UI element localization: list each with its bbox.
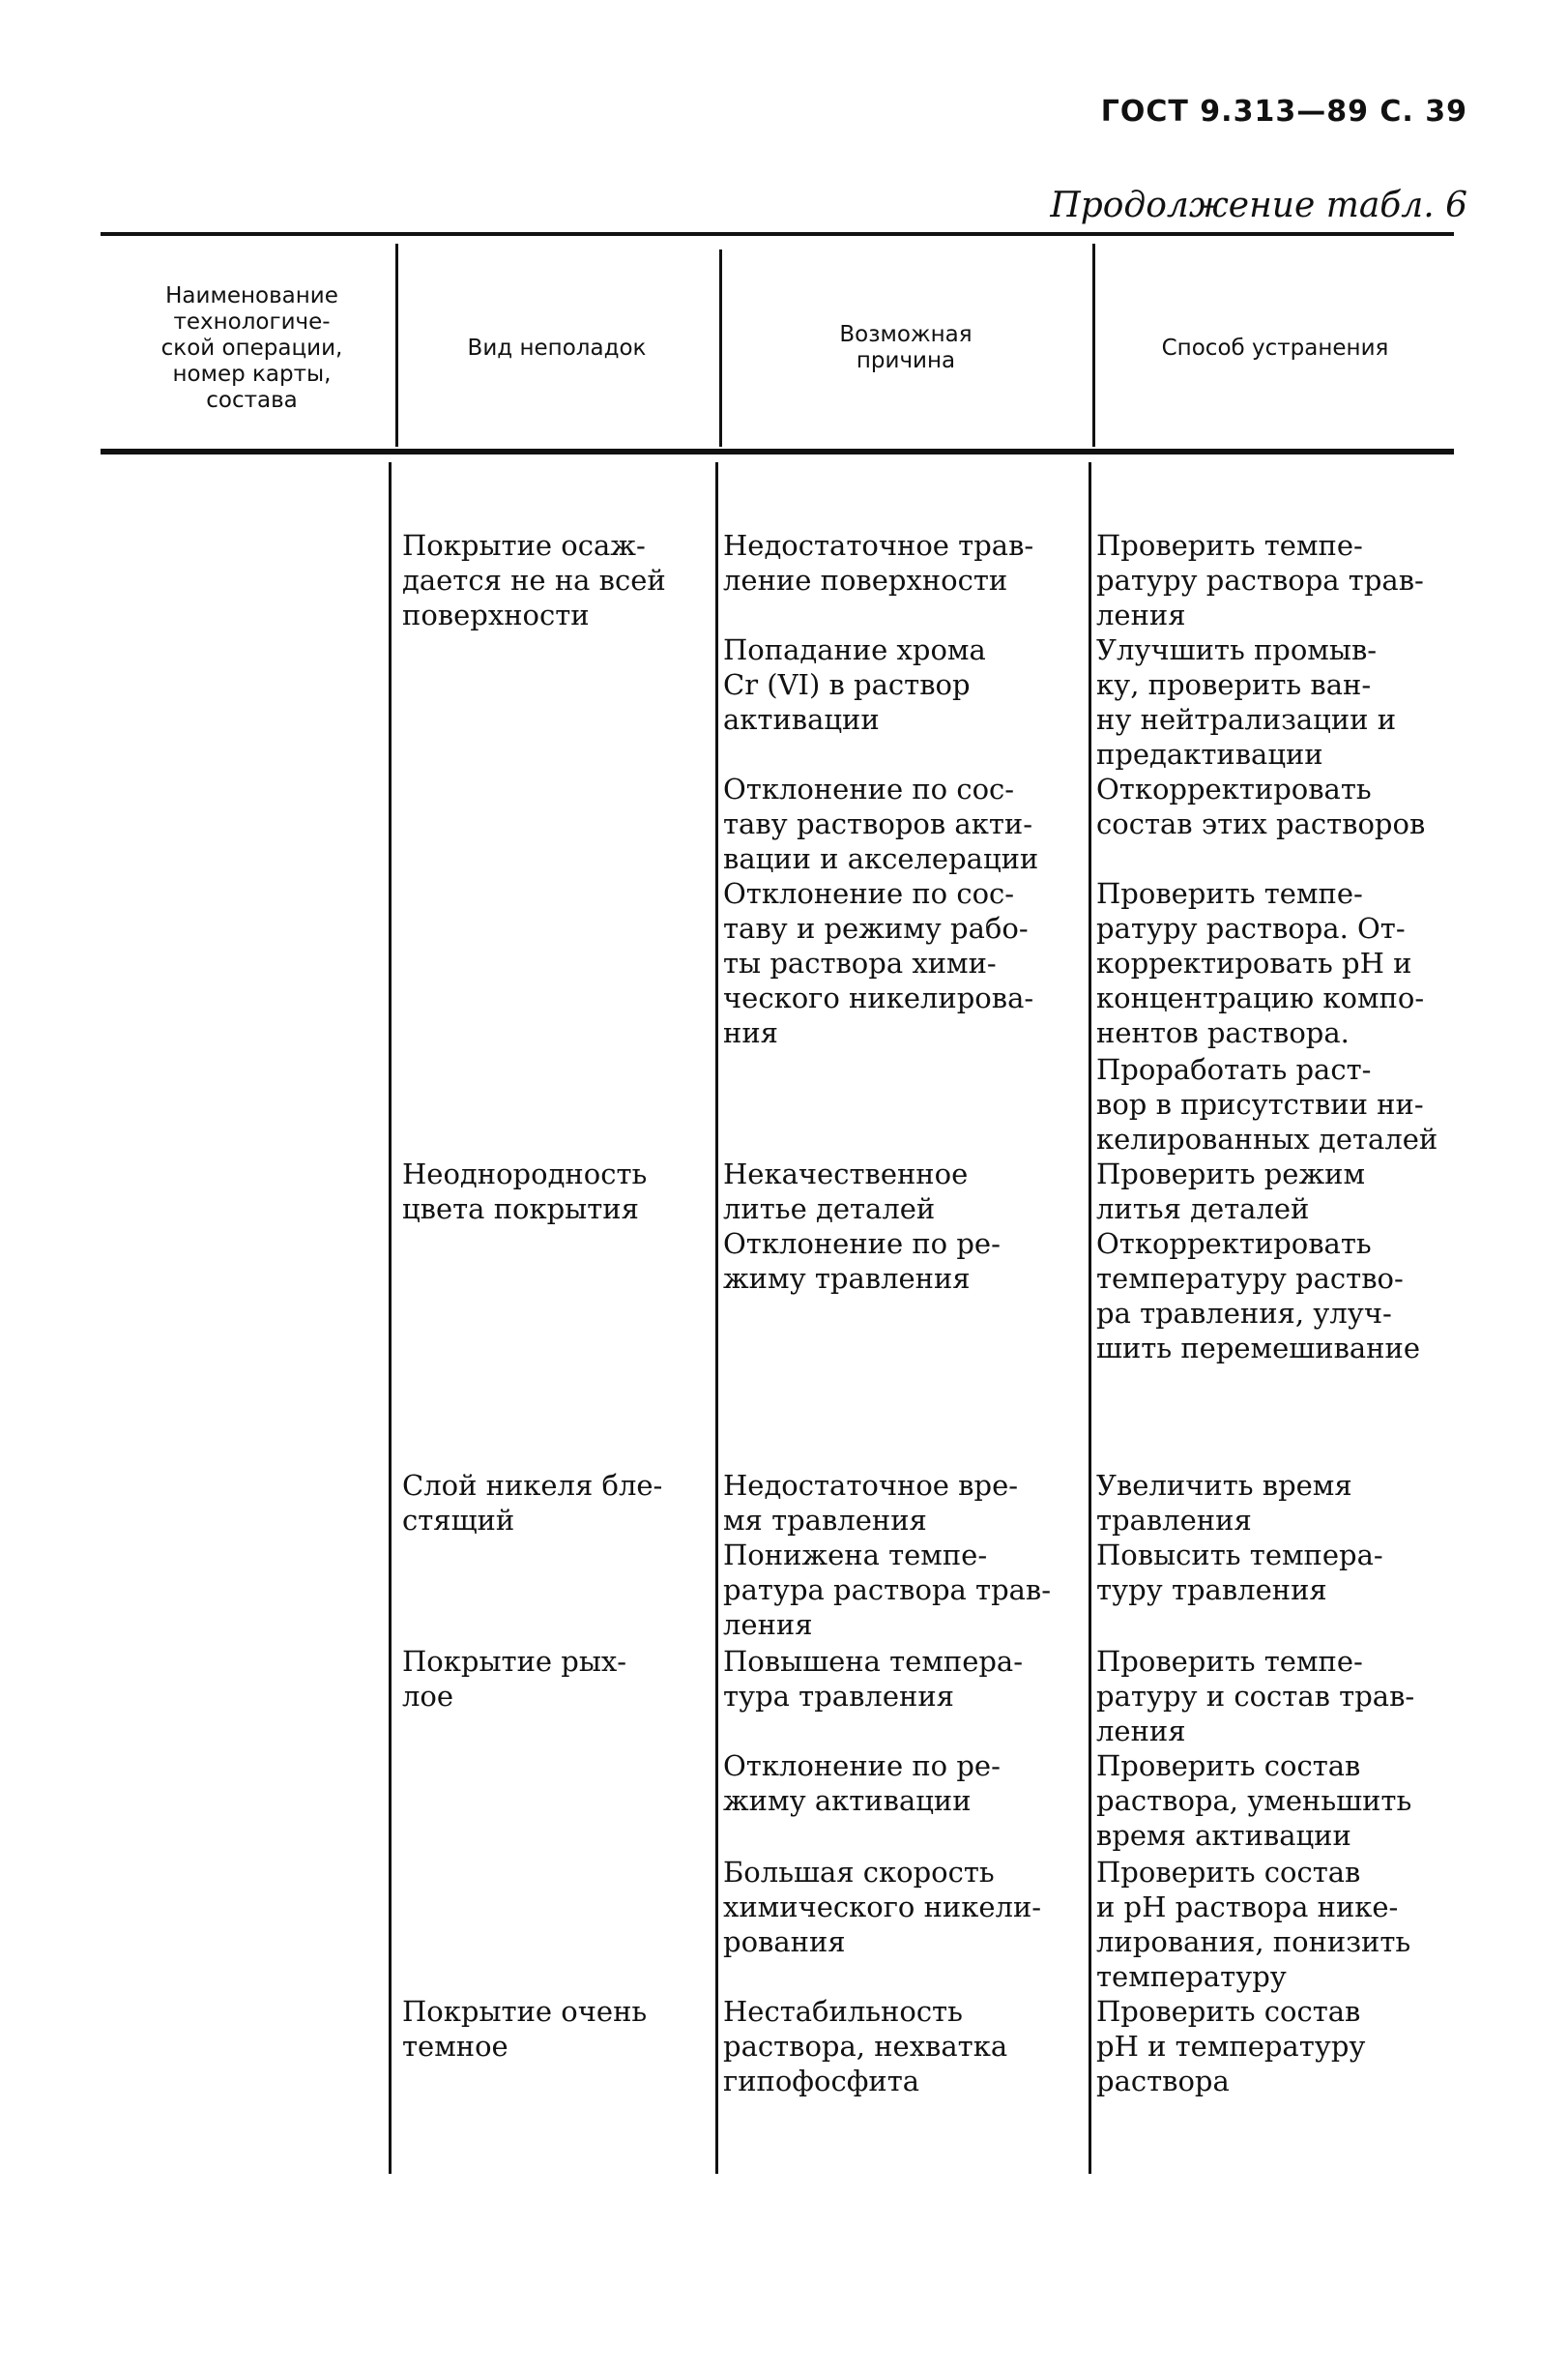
cause-cell: Отклонение по ре- жиму активации <box>723 1749 1001 1817</box>
column-header-remedy: Способ устранения <box>1161 335 1389 361</box>
defect-cell: Покрытие рых- лое <box>402 1645 627 1713</box>
remedy-cell: Проверить состав раствора, уменьшить время активации <box>1096 1749 1412 1852</box>
remedy-cell: Проработать раст- вор в присутствии ни- келированных деталей <box>1096 1053 1438 1156</box>
remedy-cell: Откорректировать температуру раство- ра травления, улуч- шить перемешивание <box>1096 1227 1421 1364</box>
cause-cell: Попадание хрома Cr (VI) в раствор активации <box>723 633 986 736</box>
remedy-cell: Откорректировать состав этих растворов <box>1096 773 1426 840</box>
column-divider-1-body <box>389 462 392 2174</box>
remedy-cell: Проверить темпе- ратуру и состав трав- ления <box>1096 1645 1415 1747</box>
column-divider-2 <box>719 249 722 447</box>
remedy-cell: Проверить темпе- ратуру раствора трав- ления <box>1096 529 1424 631</box>
defect-cell: Неоднородность цвета покрытия <box>402 1158 648 1225</box>
column-header-defect: Вид неполадок <box>467 335 647 361</box>
cause-cell: Недостаточное вре- мя травления <box>723 1469 1019 1537</box>
cause-cell: Некачественное литье деталей <box>723 1158 969 1225</box>
header-bottom-rule <box>101 449 1454 454</box>
cause-cell: Отклонение по сос- таву растворов акти- вации и акселерации <box>723 773 1039 875</box>
column-divider-3-body <box>1089 462 1091 2174</box>
column-divider-2-body <box>715 462 718 2174</box>
remedy-cell: Проверить темпе- ратуру раствора. От- корректировать pH и концентрацию компо- нентов раствора. <box>1096 877 1425 1049</box>
remedy-cell: Увеличить время травления <box>1096 1469 1352 1537</box>
remedy-cell: Проверить состав pH и температуру раствора <box>1096 1995 1366 2097</box>
column-divider-3 <box>1092 244 1095 447</box>
defect-cell: Покрытие очень темное <box>402 1995 648 2063</box>
cause-cell: Повышена темпера- тура травления <box>723 1645 1024 1713</box>
cause-cell: Понижена темпе- ратура раствора трав- ления <box>723 1539 1052 1641</box>
remedy-cell: Проверить режим литья деталей <box>1096 1158 1366 1225</box>
cause-cell: Большая скорость химического никели- рования <box>723 1856 1042 1958</box>
table-top-rule <box>101 232 1454 236</box>
cause-cell: Нестабильность раствора, нехватка гипофосфита <box>723 1995 1008 2097</box>
cause-cell: Отклонение по ре- жиму травления <box>723 1227 1001 1295</box>
remedy-cell: Повысить темпера- туру травления <box>1096 1539 1383 1606</box>
defect-cell: Покрытие осаж- дается не на всей поверхности <box>402 529 666 631</box>
remedy-cell: Проверить состав и pH раствора нике- лирования, понизить температуру <box>1096 1856 1411 1993</box>
remedy-cell: Улучшить промыв- ку, проверить ван- ну нейтрализации и предактивации <box>1096 633 1397 771</box>
column-header-cause: Возможная причина <box>839 322 973 373</box>
cause-cell: Недостаточное трав- ление поверхности <box>723 529 1034 597</box>
defect-cell: Слой никеля бле- стящий <box>402 1469 663 1537</box>
table-continuation-label: Продолжение табл. 6 <box>1050 186 1467 225</box>
page-header: ГОСТ 9.313—89 С. 39 <box>1100 95 1467 129</box>
cause-cell: Отклонение по сос- таву и режиму рабо- ты раствора хими- ческого никелирова- ния <box>723 877 1034 1049</box>
column-header-operation: Наименование технологиче- ской операции, номер карты, состава <box>160 282 343 413</box>
